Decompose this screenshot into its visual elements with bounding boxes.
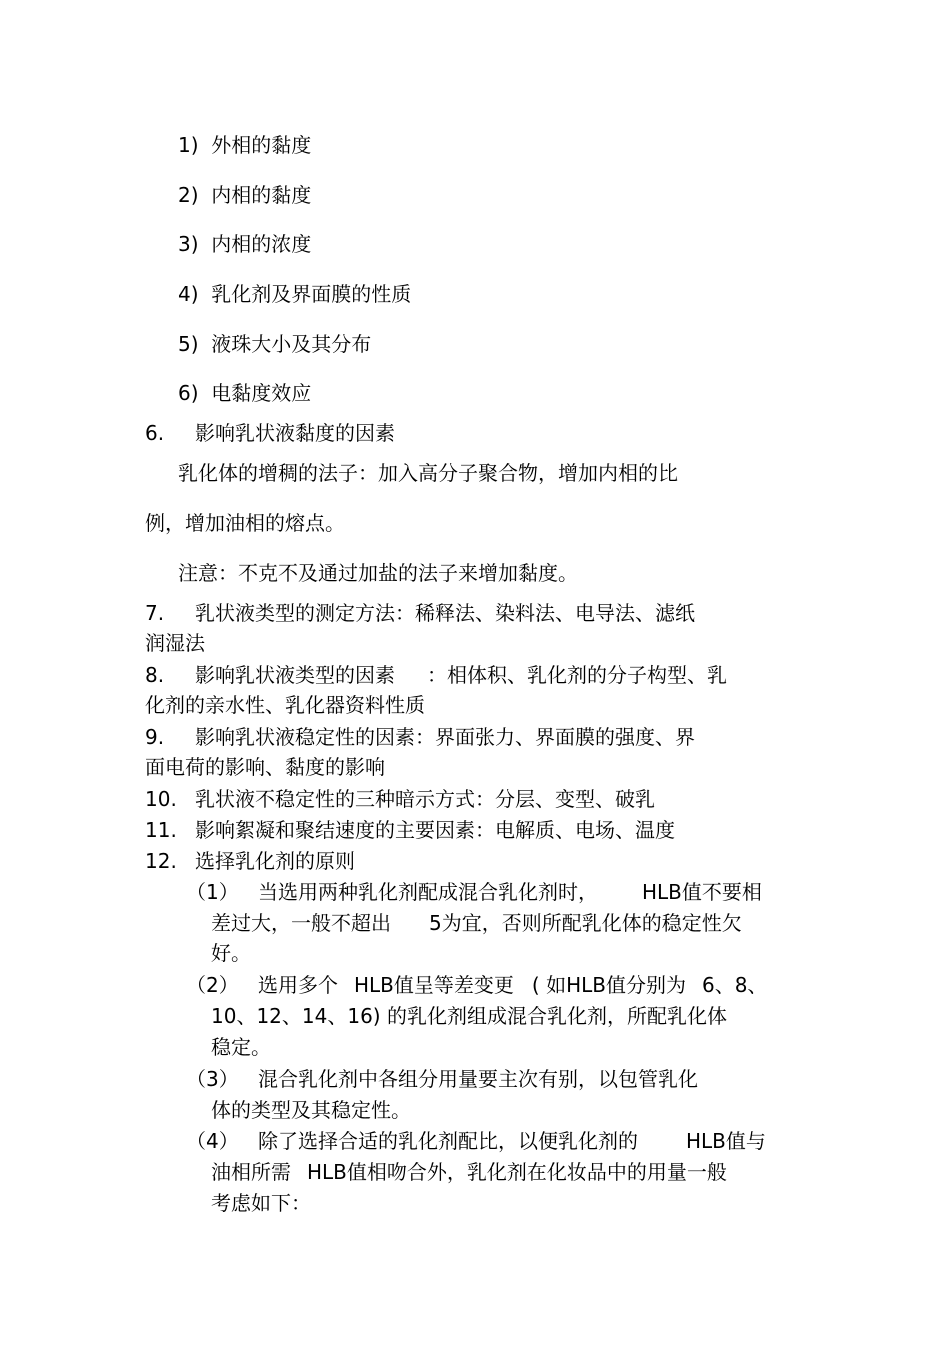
item-number: 7. xyxy=(145,601,165,625)
principle-text: 选用多个 xyxy=(258,973,338,997)
principle-4-line2 xyxy=(211,1159,727,1185)
sub-list-text: 内相的黏度 xyxy=(211,183,312,207)
principle-3-line2: 体的类型及其稳定性。 xyxy=(211,1098,411,1122)
item-text-cont: ：相体积、乳化剂的分子构型、乳 xyxy=(427,663,727,687)
item-title: 影响乳状液黏度的因素 xyxy=(195,421,395,445)
item-number: 9. xyxy=(145,725,165,749)
sub-list-number: 2) xyxy=(178,183,199,207)
principle-text: 油相所需 xyxy=(211,1160,291,1184)
principle-text: HLB值呈等差变更 xyxy=(354,973,514,997)
principle-text: 除了选择合适的乳化剂配比，以便乳化剂的 xyxy=(258,1129,638,1153)
sub-list-text: 乳化剂及界面膜的性质 xyxy=(211,282,412,306)
sub-list-text: 外相的黏度 xyxy=(211,133,312,157)
item-text: 乳状液类型的测定方法：稀释法、染料法、电导法、滤纸 xyxy=(195,601,695,625)
sub-list-item xyxy=(178,281,411,307)
sub-list-item xyxy=(178,132,311,158)
sub-list-number: 5) xyxy=(178,332,199,356)
sub-list-item xyxy=(178,331,371,357)
principle-text: 当选用两种乳化剂配成混合乳化剂时， xyxy=(258,880,598,904)
sub-list-item xyxy=(178,380,311,406)
item-8-continuation: 化剂的亲水性、乳化器资料性质 xyxy=(145,693,425,717)
item-9 xyxy=(145,724,695,750)
item-10 xyxy=(145,786,655,812)
sub-list-text: 电黏度效应 xyxy=(211,381,312,405)
item-9-continuation: 面电荷的影响、黏度的影响 xyxy=(145,755,385,779)
principle-text: 6、8、 xyxy=(701,973,768,997)
principle-number: （4） xyxy=(186,1129,239,1153)
principle-number: （1） xyxy=(186,880,239,904)
principle-text: ( 如HLB值分别为 xyxy=(531,973,686,997)
sub-list-item xyxy=(178,182,311,208)
principle-4-line3: 考虑如下： xyxy=(211,1191,311,1215)
principle-2-line2: 10、12、14、16) 的乳化剂组成混合乳化剂，所配乳化体 xyxy=(211,1004,727,1028)
item-8 xyxy=(145,662,727,688)
principle-1-line2 xyxy=(211,910,742,936)
principle-2-line3: 稳定。 xyxy=(211,1035,271,1059)
item-7-continuation: 润湿法 xyxy=(145,631,205,655)
item-text: 乳状液不稳定性的三种暗示方式：分层、变型、破乳 xyxy=(195,787,655,811)
principle-2 xyxy=(186,972,767,998)
sub-list-text: 液珠大小及其分布 xyxy=(211,332,372,356)
item-text: 影响絮凝和聚结速度的主要因素：电解质、电场、温度 xyxy=(195,818,675,842)
principle-3 xyxy=(186,1066,698,1092)
item-text: 影响乳状液类型的因素 xyxy=(195,663,395,687)
sub-list-number: 1) xyxy=(178,133,199,157)
sub-list-number: 6) xyxy=(178,381,199,405)
item-number: 10. xyxy=(145,787,177,811)
item-text: 影响乳状液稳定性的因素：界面张力、界面膜的强度、界 xyxy=(195,725,695,749)
item-number: 8. xyxy=(145,663,165,687)
item-6-heading xyxy=(145,420,395,446)
principle-text: 差过大，一般不超出 xyxy=(211,911,391,935)
sub-list-text: 内相的浓度 xyxy=(211,232,312,256)
sub-list-item xyxy=(178,231,311,257)
principle-text: HLB值与 xyxy=(686,1129,766,1153)
principle-1 xyxy=(186,879,762,905)
item-text: 选择乳化剂的原则 xyxy=(195,849,355,873)
principle-number: （2） xyxy=(186,973,239,997)
item-number: 11. xyxy=(145,818,177,842)
item-number: 6. xyxy=(145,421,165,445)
item-12 xyxy=(145,848,355,874)
note-line: 注意：不克不及通过加盐的法子来增加黏度。 xyxy=(178,561,578,585)
item-number: 12. xyxy=(145,849,177,873)
sub-list-number: 3) xyxy=(178,232,199,256)
principle-1-line3: 好。 xyxy=(211,941,251,965)
sub-list-number: 4) xyxy=(178,282,199,306)
item-7 xyxy=(145,600,695,626)
principle-text-hlb: HLB值不要相 xyxy=(642,880,762,904)
principle-text: 5为宜，否则所配乳化体的稳定性欠 xyxy=(429,911,742,935)
item-11 xyxy=(145,817,675,843)
principle-text: HLB值相吻合外，乳化剂在化妆品中的用量一般 xyxy=(307,1160,727,1184)
paragraph-line: 例，增加油相的熔点。 xyxy=(145,511,345,535)
principle-text: 混合乳化剂中各组分用量要主次有别，以包管乳化 xyxy=(258,1067,698,1091)
paragraph-line: 乳化体的增稠的法子：加入高分子聚合物，增加内相的比 xyxy=(178,461,678,485)
principle-number: （3） xyxy=(186,1067,239,1091)
principle-4 xyxy=(186,1128,766,1154)
